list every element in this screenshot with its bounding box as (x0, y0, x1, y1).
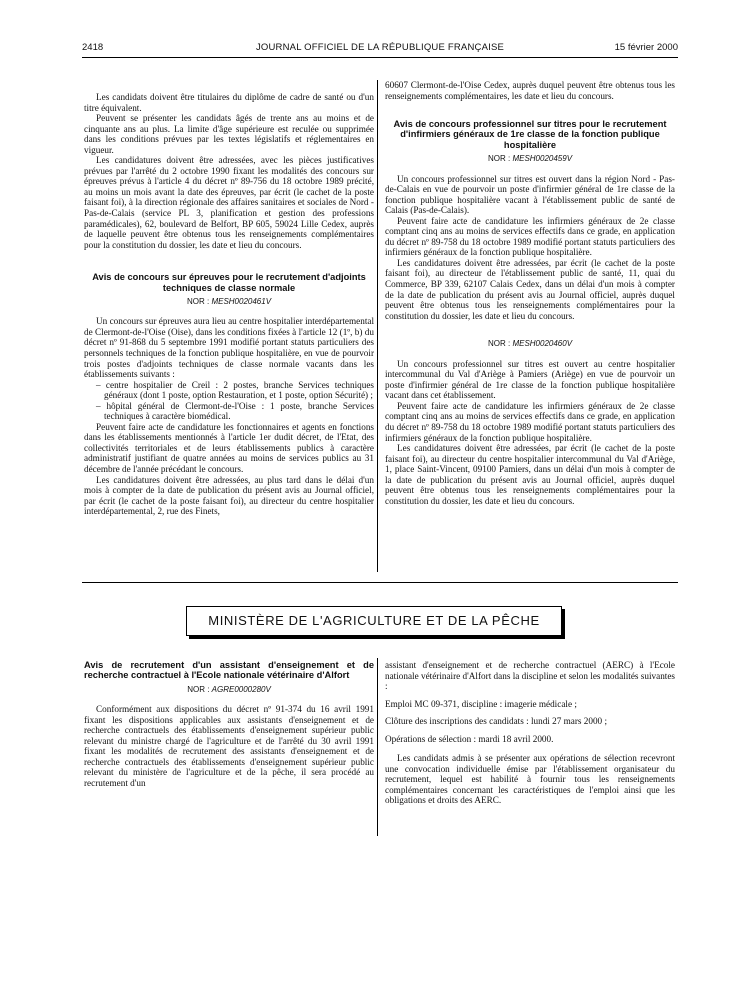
nor-label: NOR : (186, 296, 210, 306)
spacer (385, 101, 675, 119)
avis-title: Avis de concours sur épreuves pour le recrutement d'adjoints techniques de classe normale (92, 272, 366, 293)
page-number: 2418 (82, 42, 104, 53)
nor-label: NOR : (187, 684, 210, 694)
issue-date: 15 février 2000 (614, 42, 678, 53)
journal-title: JOURNAL OFFICIEL DE LA RÉPUBLIQUE FRANÇAISE (255, 42, 505, 53)
nor-code: MESH0020459V (512, 153, 573, 163)
paragraph: Peuvent se présenter les candidats âgés de trente ans au moins et de cinquante ans au plus. La limite d'âge supérieure est reculée ou supprimée dans les conditions prévues par les textes législatifs et réglementaires en vigueur. (84, 113, 374, 155)
paragraph: 60607 Clermont-de-l'Oise Cedex, auprès duquel peuvent être obtenus tous les renseignements complémentaires, les date et lieu du concours. (385, 80, 675, 101)
paragraph: Conformément aux dispositions du décret nº 91-374 du 16 avril 1991 fixant les dispositions applicables aux assistants d'enseignement et de recherche contractuels des établissements d'enseignement supérieur public relevant du ministre chargé de l'agriculture et de l'arrêté du 30 avril 1991 fixant les modalités de recrutement des assistants d'enseignement et de recherche contractuels des établissements d'enseignement supérieur public relevant du ministère de l'agriculture et de la pêche, il sera procédé au recrutement d'un (84, 704, 374, 788)
column-separator (377, 658, 378, 836)
list-item: – hôpital général de Clermont-de-l'Oise : 1 poste, branche Services techniques à caractère biomédical. (84, 401, 374, 422)
right-column (385, 80, 675, 506)
avis-title: Avis de recrutement d'un assistant d'enseignement et de recherche contractuel à l'Ecole nationale vétérinaire d'Alfort (84, 660, 374, 681)
paragraph: Peuvent faire acte de candidature les fonctionnaires et agents en fonctions dans les établissements mentionnés à l'article 1er dudit décret, de l'Etat, des collectivités territoriales et de leurs établissements publics à caractère administratif justifiant de quatre années au moins de services publics au 31 décembre de l'année précédant le concours. (84, 421, 374, 474)
paragraph: Peuvent faire acte de candidature les infirmiers généraux de 2e classe comptant cinq ans au moins de services effectifs dans ce grade, en application du décret nº 89-758 du 18 octobre 1989 modifié portant statuts particuliers des infirmiers généraux de la fonction publique hospitalière. (385, 215, 675, 258)
paragraph: Les candidatures doivent être adressées, par écrit (le cachet de la poste faisant foi), au directeur du centre hospitalier intercommunal du Val d'Ariège, 1, place Saint-Vincent, 09100 Pamiers, dans un délai d'un mois à compter de la date de publication du présent avis au Journal officiel, auprès duquel peuvent être obtenus tous les renseignements complémentaires pour la constitution du dossier, les date et lieu du concours. (385, 443, 675, 506)
column-separator (377, 80, 378, 572)
paragraph: assistant d'enseignement et de recherche contractuel (AERC) à l'Ecole nationale vétérinaire d'Alfort dans la discipline et selon les modalités suivantes : (385, 660, 675, 692)
paragraph: Les candidats admis à se présenter aux opérations de sélection recevront une convocation individuelle émise par l'établissement organisateur du recrutement, lequel est habilité à fournir tous les renseignements complémentaires concernant les caractéristiques de l'emploi ainsi que les obligations et droits des AERC. (385, 753, 675, 806)
paragraph: Les candidatures doivent être adressées, au plus tard dans le délai d'un mois à compter de la date de publication du présent avis au Journal officiel, par écrit (le cachet de la poste faisant foi), au directeur du centre hospitalier interdépartemental, 2, rue des Finets, (84, 474, 374, 517)
nor-code: MESH0020461V (211, 296, 272, 306)
paragraph: Peuvent faire acte de candidature les infirmiers généraux de 2e classe comptant cinq ans au moins de services effectifs dans ce grade, en application du décret nº 89-758 du 18 octobre 1989 modifié portant statuts particuliers des infirmiers généraux de la fonction publique hospitalière. (385, 400, 675, 443)
paragraph: Un concours professionnel sur titres est ouvert dans la région Nord - Pas-de-Calais en vue de pourvoir un poste d'infirmier général de 1re classe de la fonction publique hospitalière vacant à l'établissement public de santé de Calais (Pas-de-Calais). (385, 173, 675, 216)
nor-label: NOR : (487, 153, 511, 163)
nor-reference (84, 297, 374, 308)
list-item: Clôture des inscriptions des candidats : lundi 27 mars 2000 ; (385, 716, 608, 727)
ministry-banner: MINISTÈRE DE L'AGRICULTURE ET DE LA PÊCHE (186, 606, 562, 636)
section-rule (82, 582, 678, 583)
avis-title: Avis de concours professionnel sur titres pour le recrutement d'infirmiers généraux de 1re classe de la fonction publique hospitalière (393, 119, 667, 150)
spacer (84, 250, 374, 272)
agri-left-column (84, 660, 374, 789)
list-item: Opérations de sélection : mardi 18 avril 2000. (385, 733, 554, 744)
paragraph: Les candidatures doivent être adressées, par écrit (le cachet de la poste faisant foi), au directeur de l'établissement public de santé, 11, quai du Commerce, BP 339, 62107 Calais Cedex, dans un délai d'un mois à compter de la date de publication du présent avis au Journal officiel, auprès duquel peuvent être obtenus tous les renseignements complémentaires pour la constitution du dossier, les date et lieu du concours. (385, 257, 675, 321)
paragraph: Un concours sur épreuves aura lieu au centre hospitalier interdépartemental de Clermont-de-l'Oise (Oise), dans les conditions fixées à l'article 12 (1º, b) du décret nº 91-868 du 5 septembre 1991 modifié portant statuts particuliers des personnels techniques de la fonction publique hospitalière, en vue de pourvoir trois postes d'adjoints techniques de classe normale vacants dans les établissements suivants : (84, 316, 374, 380)
left-column (84, 92, 374, 517)
list-item: Emploi MC 09-371, discipline : imagerie médicale ; (385, 698, 577, 709)
nor-code: AGRE0000280V (211, 684, 271, 694)
header-rule (82, 57, 678, 58)
nor-reference (385, 154, 675, 165)
spacer (385, 321, 675, 335)
nor-reference (385, 339, 675, 350)
list-item: – centre hospitalier de Creil : 2 postes, branche Services techniques généraux (dont 1 poste, option Restauration, et 1 poste, option Sécurité) ; (84, 380, 374, 401)
establishment-list (84, 380, 374, 422)
nor-label: NOR : (487, 339, 511, 349)
paragraph: Les candidatures doivent être adressées, avec les pièces justificatives prévues par l'arrêté du 2 octobre 1990 fixant les modalités des concours sur épreuves prévus à l'article 4 du décret nº 89-756 du 18 octobre 1989 précité, au moins un mois avant la date des épreuves, par écrit (le cachet de la poste faisant foi), à la direction régionale des affaires sanitaires et sociales de Nord - Pas-de-Calais (service PL 3, planification et gestion des professions paramédicales), 62, boulevard de Belfort, BP 605, 59024 Lille Cedex, auprès de laquelle peuvent être obtenus tous les renseignements complémentaires pour la constitution du dossier, les date et lieu du concours. (84, 155, 374, 250)
page-header (82, 42, 678, 58)
nor-code: MESH0020460V (512, 339, 573, 349)
paragraph: Un concours professionnel sur titres est ouvert au centre hospitalier intercommunal du Val d'Ariège à Pamiers (Ariège) en vue de pourvoir un poste d'infirmier général de 1re classe de la fonction publique hospitalière vacant dans cet établissement. (385, 358, 675, 401)
paragraph: Les candidats doivent être titulaires du diplôme de cadre de santé ou d'un titre équivalent. (84, 92, 374, 113)
agri-right-column (385, 660, 675, 806)
nor-reference (84, 685, 374, 696)
